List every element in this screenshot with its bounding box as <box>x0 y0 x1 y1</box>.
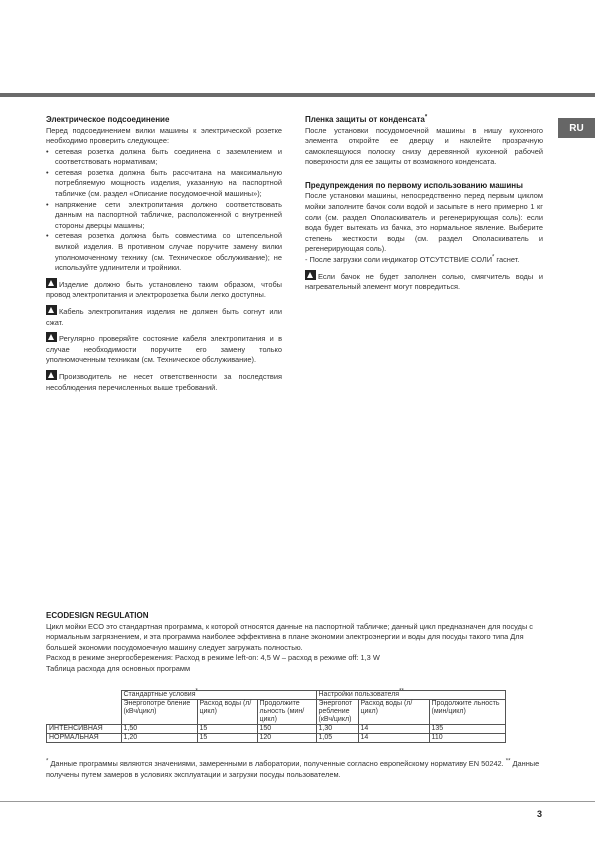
table-cell: 150 <box>257 725 316 734</box>
table-caption: Таблица расхода для основных программ <box>46 663 191 673</box>
warning-text: Регулярно проверяйте состояние кабеля электропитания и в случае необходимости поручите его замену только уполномоченным техникам (см. Техническое обслуживание). <box>46 334 282 365</box>
warning-text: Изделие должно быть установлено таким образом, чтобы провод электропитания и электророзетка были легко доступны. <box>46 279 282 300</box>
footnote-text: Данные программы являются значениями, замеренными в лаборатории, полученные согласно европейскому нормативу EN 50242. <box>48 759 506 768</box>
footnote-marker: * <box>195 688 198 695</box>
warning-text: Если бачок не будет заполнен солью, смягчитель воды и нагревательный элемент могут повредиться. <box>305 271 543 292</box>
warning-text: Производитель не несет ответственности за последствия несоблюдения перечисленных выше требований. <box>46 371 282 392</box>
table-cell: 110 <box>429 734 505 743</box>
warning-icon <box>46 278 57 288</box>
first-use-heading: Предупреждения по первому использованию машины <box>305 180 523 190</box>
table-cell: 15 <box>197 725 257 734</box>
language-tab: RU <box>558 118 595 138</box>
footnote-marker: ** <box>505 758 511 765</box>
ecodesign-section <box>46 611 546 675</box>
group-header-text: Настройки пользователя <box>318 691 400 698</box>
table-subheader-row <box>47 700 506 725</box>
empty-cell <box>47 691 122 700</box>
condensate-heading-text: Пленка защиты от конденсата <box>305 115 425 124</box>
footnote-marker: ** <box>399 688 404 695</box>
table-row <box>47 734 506 743</box>
warning-note <box>46 305 282 328</box>
table-cell: 135 <box>429 725 505 734</box>
table-cell: 120 <box>257 734 316 743</box>
column-header: Продолжите льность (мин/цикл) <box>257 700 316 725</box>
column-header: Энергопотре бление (кВч/цикл) <box>121 700 197 725</box>
salt-indicator-text <box>305 255 543 266</box>
column-header: Расход воды (л/цикл) <box>197 700 257 725</box>
warning-text: Кабель электропитания изделия не должен быть согнут или сжат. <box>46 307 282 327</box>
ecodesign-heading: ECODESIGN REGULATION <box>46 611 149 620</box>
standby-consumption: Расход в режиме энергосбережения: Расход в режиме left-on: 4,5 W – расход в режиме off: 1,3 W <box>46 653 380 663</box>
table-cell: 15 <box>197 734 257 743</box>
table-cell: 1,30 <box>316 725 358 734</box>
warning-note <box>305 270 543 293</box>
first-use-text: После установки машины, непосредственно перед первым циклом мойки заполните бачок соли водой и засыпьте в него примерно 1 кг соли (см. раздел Ополаскиватель и регенерирующая соль): если вода будет вытекать из бачка, это нормальное явление. Выберите степень жесткости воды (см. раздел Ополаскиватель и регенерирующая соль). <box>305 191 543 254</box>
table-cell: 1,05 <box>316 734 358 743</box>
column-header: Энергопот ребление (кВч/цикл) <box>316 700 358 725</box>
table-cell: 14 <box>358 734 429 743</box>
consumption-table <box>46 690 506 743</box>
condensate-heading <box>305 115 543 126</box>
warning-icon <box>46 305 57 315</box>
warning-note <box>46 332 282 366</box>
footnote-marker: * <box>492 254 495 261</box>
footnote-marker: * <box>46 758 49 765</box>
electrical-bullet: • напряжение сети электропитания должно соответствовать данным на паспортной табличке, расположенной с внутренней стороны дверцы машины; <box>46 200 282 232</box>
electrical-heading: Электрическое подсоединение <box>46 115 170 124</box>
salt-indicator-text-end: гаснет. <box>494 254 520 264</box>
footnote-marker: * <box>424 114 428 121</box>
table-row <box>47 725 506 734</box>
warning-note <box>46 278 282 301</box>
empty-cell <box>47 700 122 725</box>
table-group-header-row <box>47 691 506 700</box>
salt-indicator-text-start: - После загрузки соли индикатор ОТСУТСТВИЕ СОЛИ <box>305 254 493 264</box>
electrical-bullet: • сетевая розетка должна быть рассчитана на максимальную потребляемую мощность изделия, указанную на паспортной табличке (см. раздел «Описание посудомоечной машины»); <box>46 168 282 200</box>
warning-icon <box>46 370 57 380</box>
warning-icon <box>305 270 316 280</box>
table-cell: 1,20 <box>121 734 197 743</box>
left-column <box>46 115 282 393</box>
table-cell: 14 <box>358 725 429 734</box>
page-number: 3 <box>537 809 543 819</box>
program-name: НОРМАЛЬНАЯ <box>47 734 122 743</box>
footnote-text: Данные получены путем замеров в условиях эксплуатации и загрузки посуды пользователем. <box>46 759 540 779</box>
electrical-bullet: • сетевая розетка должна быть совместима со штепсельной вилкой изделия. В противном случае поручите замену вилки уполномоченному технику (см. Техническое обслуживание); не используйте удлинители и тройники. <box>46 231 282 273</box>
column-header: Расход воды (л/цикл) <box>358 700 429 725</box>
group-header-text: Стандартные условия <box>123 691 196 698</box>
condensate-text: После установки посудомоечной машины в нишу кухонного элемента откройте ее дверцу и наклейте прозрачную самоклеящуюся полоску снизу деревянной кухонной рабочей поверхности для ее защиты от возможного конденсата. <box>305 125 543 167</box>
electrical-intro: Перед подсоединением вилки машины к электрической розетке необходимо проверить следующее: <box>46 125 282 146</box>
program-name: ИНТЕНСИВНАЯ <box>47 725 122 734</box>
ecodesign-text: Цикл мойки ECO это стандартная программа, к которой относятся данные на паспортной табличке; данный цикл предназначен для посуды с нормальным загрязнением, и эта программа наиболее эффективна в плане экономии электроэнергии и воды для посуды такого типа Для большей экономии посудомоечную машину следует загружать полностью. <box>46 621 534 652</box>
bottom-rule <box>0 801 595 802</box>
electrical-bullet: • сетевая розетка должна быть соединена с заземлением и соответствовать нормативам; <box>46 147 282 168</box>
column-header: Продолжите льность (мин/цикл) <box>429 700 505 725</box>
group-header-standard <box>121 688 316 700</box>
footnotes <box>46 758 546 780</box>
table-cell: 1,50 <box>121 725 197 734</box>
warning-icon <box>46 332 57 342</box>
warning-note <box>46 370 282 393</box>
group-header-user <box>316 688 505 700</box>
top-rule <box>0 93 595 97</box>
right-column <box>305 115 543 293</box>
